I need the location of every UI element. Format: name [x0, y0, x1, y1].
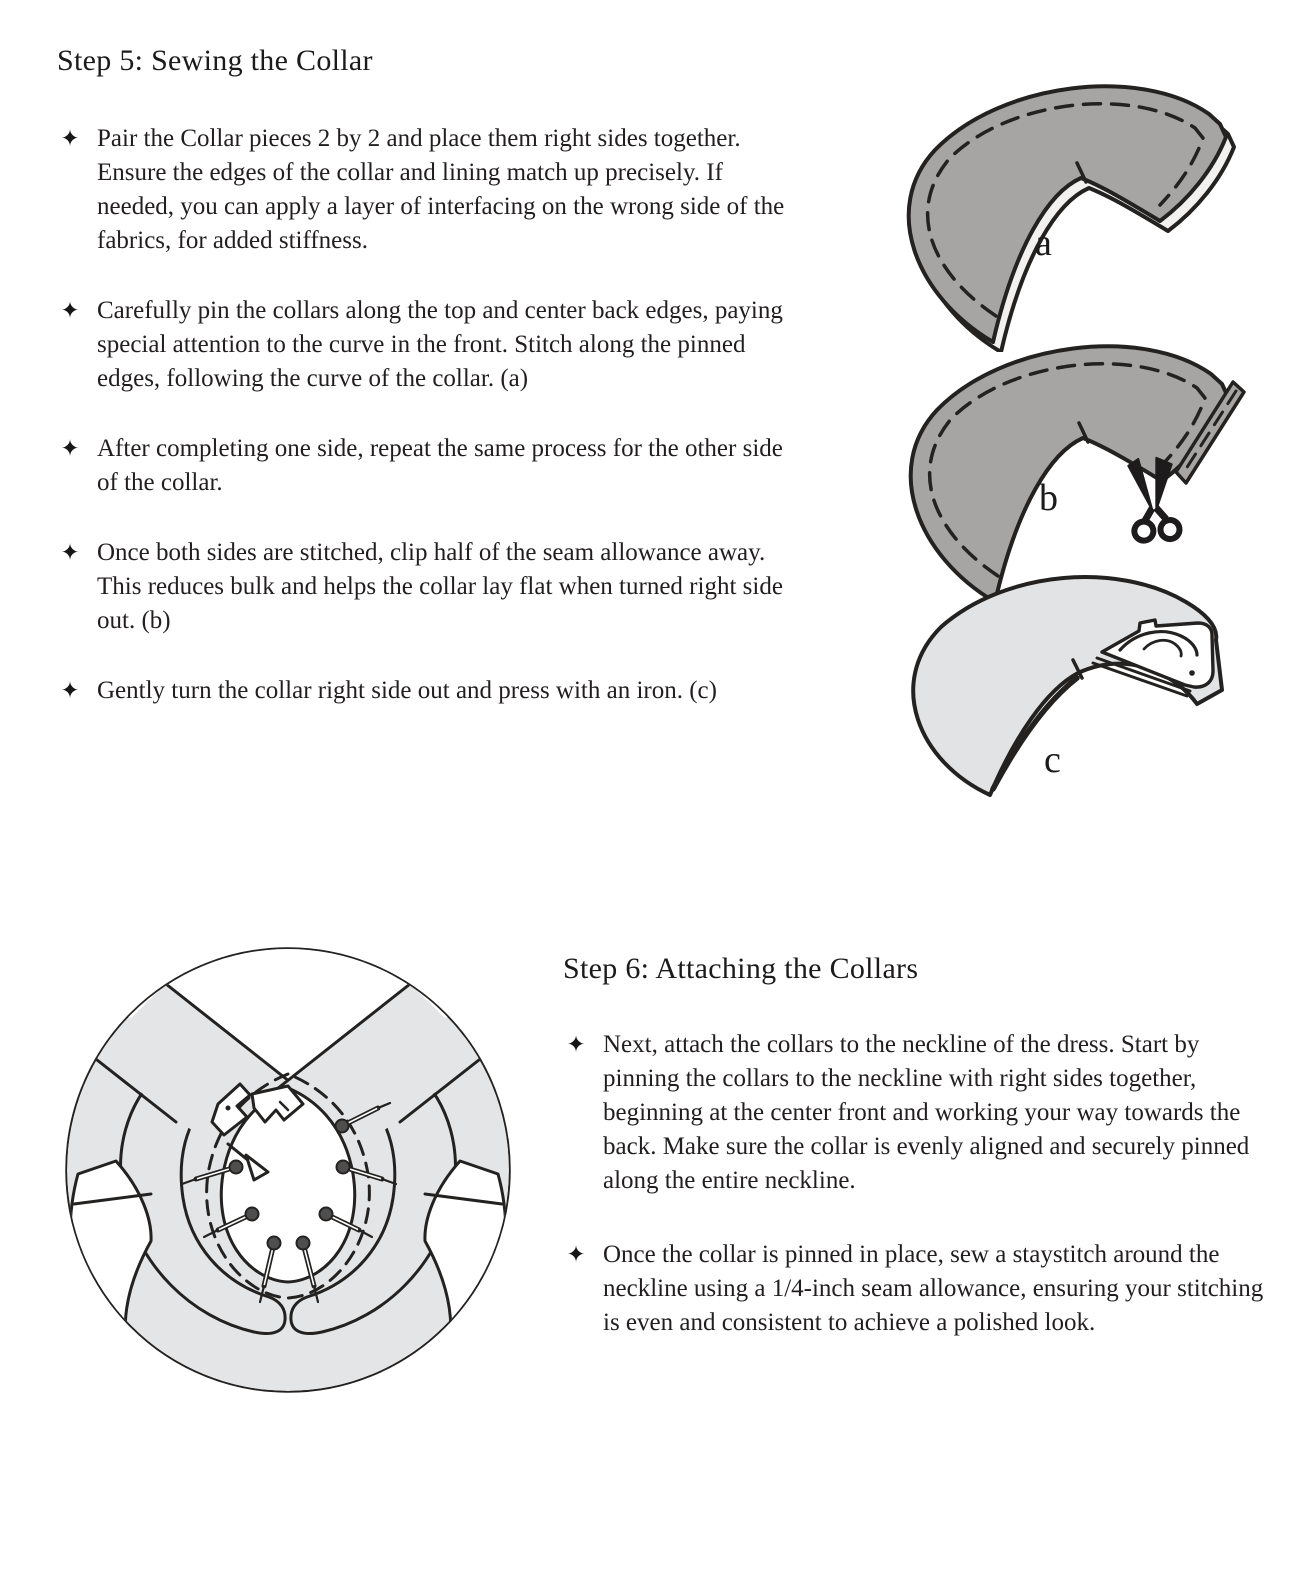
- step6-bullet-1-text: Next, attach the collars to the neckline of the dress. Start by pinning the collars to the neckline with right sides together, beginning at the center front and working your way towards the back. Make sure the collar is evenly aligned and securely pinned along the entire neckline.: [603, 1031, 1250, 1194]
- star-bullet-icon: ✦: [60, 126, 80, 152]
- neckline-illustration: [56, 936, 516, 1396]
- step6-bullet-2: [563, 1238, 1268, 1340]
- star-bullet-icon: ✦: [566, 1242, 586, 1268]
- step5-bullet-3: [57, 432, 802, 500]
- star-bullet-icon: ✦: [60, 436, 80, 462]
- step5-section: [57, 44, 802, 744]
- step5-bullet-4: [57, 536, 802, 638]
- step5-bullet-5: [57, 674, 802, 708]
- star-bullet-icon: ✦: [566, 1032, 586, 1058]
- step5-bullet-1: [57, 122, 802, 258]
- star-bullet-icon: ✦: [60, 540, 80, 566]
- star-bullet-icon: ✦: [60, 678, 80, 704]
- collar-b-illustration: [845, 320, 1315, 612]
- step5-bullet-2-text: Carefully pin the collars along the top and center back edges, paying special attention to the curve in the front. Stitch along the pinned edges, following the curve of the collar. (a): [97, 297, 783, 392]
- step5-heading: Step 5: Sewing the Collar: [57, 44, 373, 77]
- step6-bullet-1: [563, 1028, 1268, 1198]
- collar-a-illustration: [843, 60, 1313, 352]
- figure-neckline-detail: [56, 936, 516, 1401]
- step5-bullet-5-text: Gently turn the collar right side out and press with an iron. (c): [97, 677, 717, 704]
- armhole-cutout-left: [70, 1161, 151, 1368]
- figure-collar-c: [856, 572, 1316, 849]
- step6-bullet-2-text: Once the collar is pinned in place, sew a staystitch around the neckline using a 1/4-inch seam allowance, ensuring your stitching is even and consistent to achieve a polished look.: [603, 1241, 1264, 1336]
- step6-section: [563, 952, 1268, 1380]
- step5-bullet-1-text: Pair the Collar pieces 2 by 2 and place them right sides together. Ensure the edges of the collar and lining match up precisely. If needed, you can apply a layer of interfacing on the wrong side of the fabrics, for added stiffness.: [97, 125, 785, 254]
- figure-collar-a: [843, 60, 1313, 357]
- armhole-cutout-right: [425, 1161, 506, 1368]
- step5-bullet-3-text: After completing one side, repeat the same process for the other side of the collar.: [97, 435, 783, 496]
- step5-bullet-2: [57, 294, 802, 396]
- figure-label-a: a: [1035, 222, 1052, 264]
- star-bullet-icon: ✦: [60, 298, 80, 324]
- step5-bullet-4-text: Once both sides are stitched, clip half of the seam allowance away. This reduces bulk and helps the collar lay flat when turned right side out. (b): [97, 539, 783, 634]
- figure-label-c: c: [1044, 739, 1061, 781]
- collar-c-illustration: [856, 572, 1316, 844]
- step6-heading: Step 6: Attaching the Collars: [563, 952, 919, 985]
- figure-label-b: b: [1039, 477, 1058, 519]
